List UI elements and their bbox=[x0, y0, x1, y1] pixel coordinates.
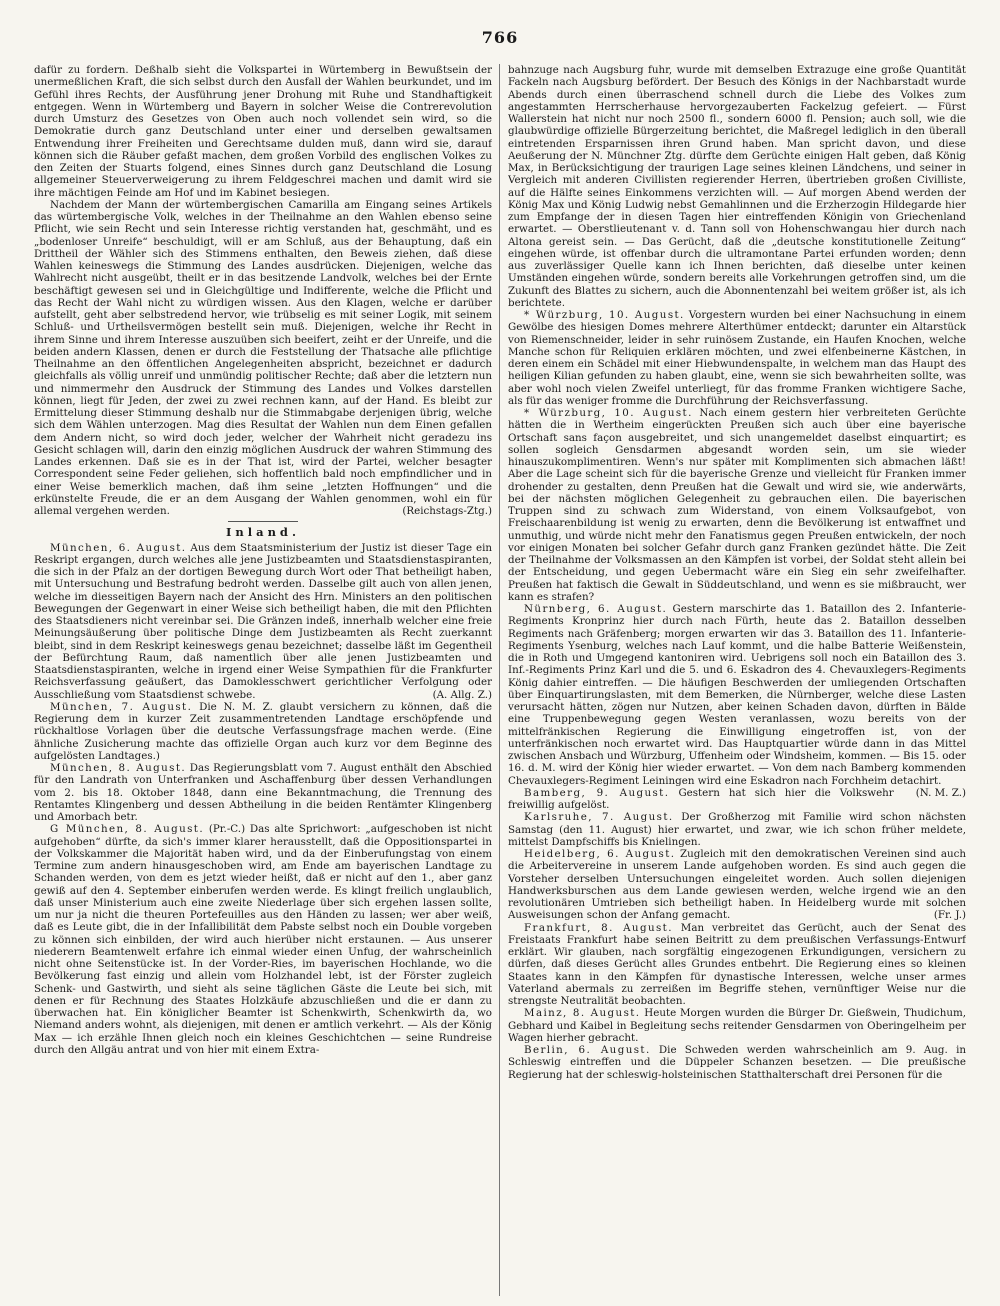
news-item bbox=[508, 1044, 966, 1081]
news-item bbox=[34, 823, 492, 1056]
source-attribution: (Fr. J.) bbox=[933, 909, 966, 922]
dateline: Berlin, 6. August. bbox=[524, 1044, 651, 1056]
news-text: Vorgestern wurden bei einer Nachsuchung in einem Gewölbe des hiesigen Domes mehrere Alterthümer entdeckt; darunter ein Altarstück von Riemenschneider, leider in sehr ruinösem Zustande, ein Haufen Knochen, welche Manche schon für Reliquien erklären möchten, und zwei elfenbeinerne Kästchen, in deren einem ein Schädel mit einer Hiebwundenspalte, in welchem man das Haupt des heiligen Kilian gefunden zu haben glaubt, eine, wenn sie sich bewahrheiten sollte, was aber wohl noch vielen Zweifel unterliegt, für das fromme Franken wichtigere Sache, als für das weniger fromme die Durchführung der Reichsverfassung. bbox=[508, 309, 966, 407]
dateline: Mainz, 8. August. bbox=[524, 1007, 641, 1020]
column-divider bbox=[499, 64, 500, 1296]
dateline: * Würzburg, 10. August. bbox=[524, 309, 685, 321]
dateline: München, 8. August. bbox=[50, 762, 187, 774]
dateline: Nürnberg, 6. August. bbox=[524, 603, 668, 615]
news-item bbox=[508, 811, 966, 848]
news-text: Gestern marschirte das 1. Bataillon des 2. Infanterie-Regiments Kronprinz hier durch nach Fürth, heute das 2. Bataillon desselben Regiments nach Gräfenberg; morgen erwarten wir das 3. Bataillon des 11. Infanterie-Regiments Ysenburg, welches nach Lauf kommt, und die halbe Batterie Weißenstein, die in Roth und Umgegend kantoniren wird. Uebrigens soll noch ein Bataillon des 3. Inf.-Regiments Prinz Karl und die 5. und 6. Eskadron des 4. Chevauxlegers-Regiments König dahier eintreffen. — Die häufigen Beschwerden der umliegenden Ortschaften über Einquartirungslasten, mit dem Bemerken, die Nürnberger, welche diese Lasten verursacht hätten, zögen nur Nutzen, aber keinen Schaden davon, dürften in Bälde eine Truppenbewegung gegen Westen veranlassen, wozu bereits von der mittelfränkischen Regierung die Einwilligung eingetroffen ist, von der unterfränkischen noch erwartet wird. Das Hauptquartier würde dann in das Mittel zwischen Ansbach und Würzburg, Uffenheim oder Windsheim, kommen. — Bis 15. oder 16. d. M. wird der König hier wieder erwartet. — Von dem nach Bamberg kommenden Chevauxlegers-Regiment Leiningen wird eine Eskadron nach Forchheim detachirt. bbox=[508, 603, 966, 787]
news-text: Die Schweden werden wahrscheinlich am 9. Aug. in Schleswig eintreffen und die Düppeler Schanzen besetzen. — Die preußische Regierung hat der schleswig-holsteinischen Statthalterschaft drei Personen für die bbox=[508, 1044, 966, 1081]
source-attribution: (N. M. Z.) bbox=[915, 786, 966, 799]
dateline: G München, 8. August. bbox=[50, 823, 205, 836]
news-item bbox=[508, 1007, 966, 1044]
right-column bbox=[508, 64, 966, 1296]
news-item bbox=[34, 542, 492, 701]
news-item bbox=[34, 762, 492, 823]
news-text: (Pr.-C.) Das alte Sprichwort: „aufgeschoben ist nicht aufgehoben“ dürfte, da sich's immer klarer herausstellt, daß die Oppositionspartei in der Volkskammer die Majorität haben wird, und da der Einberufungstag von einem Termine zum andern hinausgeschoben wird, am Ende am bayerischen Landtage zu Schanden werden, von dem es jetzt wieder heißt, daß er nicht auf den 1., aber ganz gewiß auf den 4. September einberufen werden werde. Es klingt freilich unglaublich, daß unser Ministerium auch eine zweite Niederlage über sich ergehen lassen sollte, um nur ja nicht die theuren Portefeuilles aus den Händen zu lassen; wer aber weiß, daß es Leute gibt, die in der Infallibilität dem Pabste selbst noch ein Double vorgeben zu können sich einbilden, der wird auch hierüber nicht erstaunen. — Aus unserer niederern Beamtenwelt erfahre ich einmal wieder einen Unfug, der wahrscheinlich nicht ohne Seitenstücke ist. In der Vorder-Ries, im bayerischen Hochlande, wo die Bevölkerung fast einzig und allein vom Holzhandel lebt, ist der Förster zugleich Schenk- und Gastwirth, und sieht als seine täglichen Gäste die Leute bei sich, mit denen er für Rechnung des Staates Holzkäufe abzuschließen und die er dann zu überwachen hat. Ein königlicher Beamter ist Schenkwirth, Schenkwirth da, wo Niemand anders wohnt, als diejenigen, mit denen er amtlich verkehrt. — Als der König Max — ich erzähle Ihnen gleich noch ein kleines Geschichtchen — seine Rundreise durch den Allgäu antrat und von hier mit einem Extra- bbox=[34, 823, 492, 1056]
left-column bbox=[34, 64, 492, 1296]
dateline: München, 7. August. bbox=[50, 700, 193, 713]
news-text: Das Regierungsblatt vom 7. August enthält den Abschied für den Landrath von Unterfranken und Aschaffenburg über dessen Verhandlungen vom 2. bis 18. Oktober 1848, dann eine Bekanntmachung, die Trennung des Rentamtes Klingenberg und dessen Abtheilung in die beiden Rentämter Klingenberg und Amorbach betr. bbox=[34, 762, 492, 823]
dateline: Heidelberg, 6. August. bbox=[524, 848, 676, 860]
news-item bbox=[508, 848, 966, 922]
news-text: Der Großherzog mit Familie wird schon nächsten Samstag (den 11. August) hier erwartet, und zwar, wie ich schon früher meldete, mittelst Dampfschiffs bis Knielingen. bbox=[508, 811, 966, 848]
dateline: Frankfurt, 8. August. bbox=[524, 921, 673, 934]
news-text: Nach einem gestern hier verbreiteten Gerüchte hätten die in Wertheim eingerückten Preußen sich auch über eine bayerische Ortschaft sans façon ausgebreitet, und sich unangemeldet daselbst einquartirt; es sollen sogleich Gensdarmen abgesandt worden sein, um sie wieder hinauszukomplimentiren. Wenn's nur später mit Komplimenten sich abmachen läßt! Aber die Lage scheint sich für die bayerische Grenze und vielleicht für Franken immer drohender zu gestalten, denn Preußen hat die Gewalt und wird sie, wie anderwärts, bei der nächsten möglichen Gelegenheit zu gebrauchen eilen. Die bayerischen Truppen sind zu schwach zum Widerstand, von einem Volksaufgebot, von Freischaarenbildung ist wenig zu erwarten, denn die Bevölkerung ist entwaffnet und unmuthig, und würde nicht mehr den Fanatismus gegen Preußen entwickeln, der noch vor einigen Monaten bei solcher Gefahr durch ganz Franken gezündet hätte. Die Zeit der Theilnahme der Volksmassen an den Kämpfen ist vorbei, der Soldat steht allein bei der Entscheidung, und gegen Uebermacht wäre ein Sieg ein sehr zweifelhafter. Preußen hat faktisch die Gewalt in Süddeutschland, und wenn es sie mißbraucht, wer kann es strafen? bbox=[508, 407, 966, 603]
news-item bbox=[34, 701, 492, 762]
news-text: Man verbreitet das Gerücht, auch der Senat des Freistaats Frankfurt habe seinen Beitritt zu dem preußischen Verfassungs-Entwurf erklärt. Wir glauben, nach sorgfältig eingezogenen Erkundigungen, versichern zu dürfen, daß dieses Gerücht alles Grundes entbehrt. Die Regierung eines so kleinen Staates kann in den Kämpfen für dynastische Interessen, welche unser armes Vaterland abermals zu zerreißen im Begriffe stehen, vernünftiger Weise nur die strengste Neutralität beobachten. bbox=[508, 921, 966, 1007]
news-text: Die N. M. Z. glaubt versichern zu können, daß die Regierung dem in kurzer Zeit zusammentretenden Landtage erschöpfende und rückhaltlose Vorlagen über die deutsche Verfassungsfrage machen werde. (Eine ähnliche Zusicherung machte das offizielle Organ auch kurz vor dem Beginne des aufgelösten Landtages.) bbox=[34, 700, 492, 762]
news-item bbox=[508, 407, 966, 603]
source-attribution: (Reichstags-Ztg.) bbox=[402, 505, 492, 517]
article-paragraph: dafür zu fordern. Deßhalb sieht die Volkspartei in Würtemberg in Bewußtsein der unermeßlichen Kraft, die sich selbst durch den Ausfall der Wahlen beurkundet, und im Gefühl ihres Rechts, der Ausführung jener Drohung mit Ruhe und Standhaftigkeit entgegen. Wenn in Würtemberg und Bayern in solcher Weise die Contrerevolution durch Umsturz des Gesetzes von Oben auch noch vollendet sein wird, so die Demokratie durch ganz Deutschland unter einer und derselben gewaltsamen Entwendung ihrer Freiheiten und Gerechtsame dulden muß, dann wird sie, darauf können sich die Räuber gefaßt machen, dem großen Vorbild des englischen Volkes zu den Zeiten der Stuarts folgend, eines Sinnes durch ganz Deutschland die Losung allgemeiner Steuerverweigerung zu ihrem Feldgeschrei machen und damit wird sie ihre mächtigen Feinde am Hof und im Kabinet besiegen. bbox=[34, 64, 492, 199]
section-heading: Inland. bbox=[34, 521, 492, 538]
dateline: Bamberg, 9. August. bbox=[524, 786, 670, 799]
dateline: München, 6. August. bbox=[50, 541, 187, 554]
news-text: Heute Morgen wurden die Bürger Dr. Gießwein, Thudichum, Gebhard und Kaibel in Begleitung sechs reitender Gensdarmen von Oberingelheim per Wagen hierher gebracht. bbox=[508, 1007, 966, 1044]
news-item bbox=[508, 922, 966, 1008]
source-attribution: (A. Allg. Z.) bbox=[432, 688, 492, 701]
page-number: 766 bbox=[481, 28, 519, 47]
news-text: Zugleich mit den demokratischen Vereinen sind auch die Arbeitervereine in unserem Lande aufgehoben worden. Es sind auch gegen die Vorsteher derselben Untersuchungen eingeleitet worden. Auch sollen diejenigen Handwerksburschen aus dem Lande gewiesen werden, welche irgend wie an den revolutionären Umtrieben sich betheiligt haben. In Heidelberg wurde mit solchen Ausweisungen schon der Anfang gemacht. bbox=[508, 848, 966, 922]
news-item bbox=[508, 309, 966, 407]
article-paragraph: bahnzuge nach Augsburg fuhr, wurde mit demselben Extrazuge eine große Quantität Fackeln nach Augsburg befördert. Der Besuch des Königs in der Nachbarstadt wurde Abends durch einen überraschend schnell durch die Liebe des Volkes zum angestammten Herrscherhause hervorgezauberten Fackelzug gefeiert. — Fürst Wallerstein hat nicht nur noch 2500 fl., sondern 6000 fl. Pension; auch soll, wie die glaubwürdige offizielle Bürgerzeitung berichtet, die Maßregel lediglich in den überall eintretenden Ersparnissen ihren Grund haben. Man spricht davon, und diese Aeußerung der N. Münchner Ztg. dürfte dem Gerüchte einigen Halt geben, daß König Max, in Berücksichtigung der traurigen Lage seines kleinen Ländchens, und seiner in Vergleich mit anderen Civillisten regierender Herren, übertrieben großen Civilliste, auf die Hälfte seines Einkommens verzichten will. — Auf morgen Abend werden der König Max und König Ludwig nebst Gemahlinnen und die Erzherzogin Hildegarde hier zum Empfange der in diesen Tagen hier eintreffenden Königin von Griechenland erwartet. — Oberstlieutenant v. d. Tann soll von Hohenschwangau hier durch nach Altona gereist sein. — Das Gerücht, daß die „deutsche konstitutionelle Zeitung“ eingehen würde, ist offenbar durch die ultramontane Partei erfunden worden; denn aus zuverlässiger Quelle kann ich Ihnen berichten, daß dieselbe unter keinen Umständen eingehen würde, sondern bereits alle Vorkehrungen getroffen sind, um die Zukunft des Blattes zu sichern, auch die Abonnentenzahl bei weitem größer ist, als ich berichtete. bbox=[508, 64, 966, 309]
dateline: Karlsruhe, 7. August. bbox=[524, 811, 674, 824]
news-text: Aus dem Staatsministerium der Justiz ist dieser Tage ein Reskript ergangen, durch welches alle jene Justizbeamten und Staatsdienstaspiranten, die sich in der Pfalz an der dortigen Bewegung durch Wort oder That betheiligt haben, mit Untersuchung und Bestrafung bedroht werden. Dasselbe gilt auch von allen jenen, welche im diesseitigen Bayern nach der Ansicht des Hrn. Ministers an den politischen Bewegungen der Gegenwart in einer Weise sich betheiligt haben, die mit den Pflichten des Staatsdieners nicht vereinbar sei. Die Gränzen indeß, innerhalb welcher eine freie Meinungsäußerung über politische Dinge dem Justizbeamten als Recht zuerkannt bleibt, sind in dem Reskript keineswegs genau bezeichnet; dasselbe läßt im Gegentheil der Befürchtung Raum, daß namentlich über alle jenen Justizbeamten und Staatsdienstaspiranten, welche in irgend einer Weise Sympathien für die Frankfurter Reichsverfassung geäußert, das Damoklesschwert gerichtlicher Verfolgung oder Ausschließung vom Staatsdienst schwebe. bbox=[34, 541, 492, 701]
paragraph-text: Nachdem der Mann der würtembergischen Camarilla am Eingang seines Artikels das würtembergische Volk, welches in der Theilnahme an den Wahlen ebenso seine Pflicht, wie sein Recht und sein Interesse richtig verstanden hat, geschmäht, und es „bodenloser Unreife“ beschuldigt, will er am Schluß, aus der Behauptung, daß ein Drittheil der Wähler sich des Stimmens enthalten, den Beweis ziehen, daß diese Wahlen keineswegs die Stimmung des Landes ausdrücken. Diejenigen, welche das Wahlrecht nicht ausgeübt, theilt er in das besitzende Landvolk, welches bei der Ernte beschäftigt gewesen sei und in Gleichgültige und Indifferente, welche die Pflicht und das Recht der Wahl nicht zu würdigen wissen. Aus den Klagen, welche er darüber aufstellt, geht aber selbstredend hervor, wie trübselig es mit seiner Logik, mit seinem Schluß- und Urtheilsvermögen bestellt sein muß. Diejenigen, welche ihr Recht in ihrem Sinne und ihrem Interesse auszuüben sich beeifert, zeiht er der Unreife, und die beiden andern Klassen, denen er durch die Feststellung der Thatsache alle pflichtige Theilnahme an den öffentlichen Angelegenheiten abspricht, bezeichnet er dadurch gleichfalls als völlig unreif und unmündig politischer Rechte; daß aber die letztern nun und nimmermehr den Ausdruck der Stimmung des Landes und Volkes darstellen können, liegt für Jeden, der zwei zu zwei rechnen kann, auf der Hand. Es bleibt zur Ermittelung dieser Stimmung deshalb nur die Stimmabgabe derjenigen übrig, welche sich dem Wählen unterzogen. Mag dies Resultat der Wahlen nun dem Einen gefallen dem Andern nicht, so wird doch jeder, welcher der Wahrheit nicht geradezu ins Gesicht schlagen will, darin den einzig möglichen Ausdruck der wahren Stimmung des Landes erkennen. Daß sie es in der That ist, wird der Partei, welcher besagter Correspondent seine Feder geliehen, sich hoffentlich bald noch empfindlicher und in einer Weise bemerklich machen, daß ihm seine „letzten Hoffnungen“ und die erkünstelte Freude, die er an dem Ausgang der Wahlen genommen, wohl ein für allemal vergehen werden. bbox=[34, 198, 492, 517]
news-text: Gestern hat sich hier die Volkswehr freiwillig aufgelöst. bbox=[508, 786, 894, 811]
article-paragraph bbox=[34, 199, 492, 518]
dateline: * Würzburg, 10. August. bbox=[524, 407, 693, 419]
